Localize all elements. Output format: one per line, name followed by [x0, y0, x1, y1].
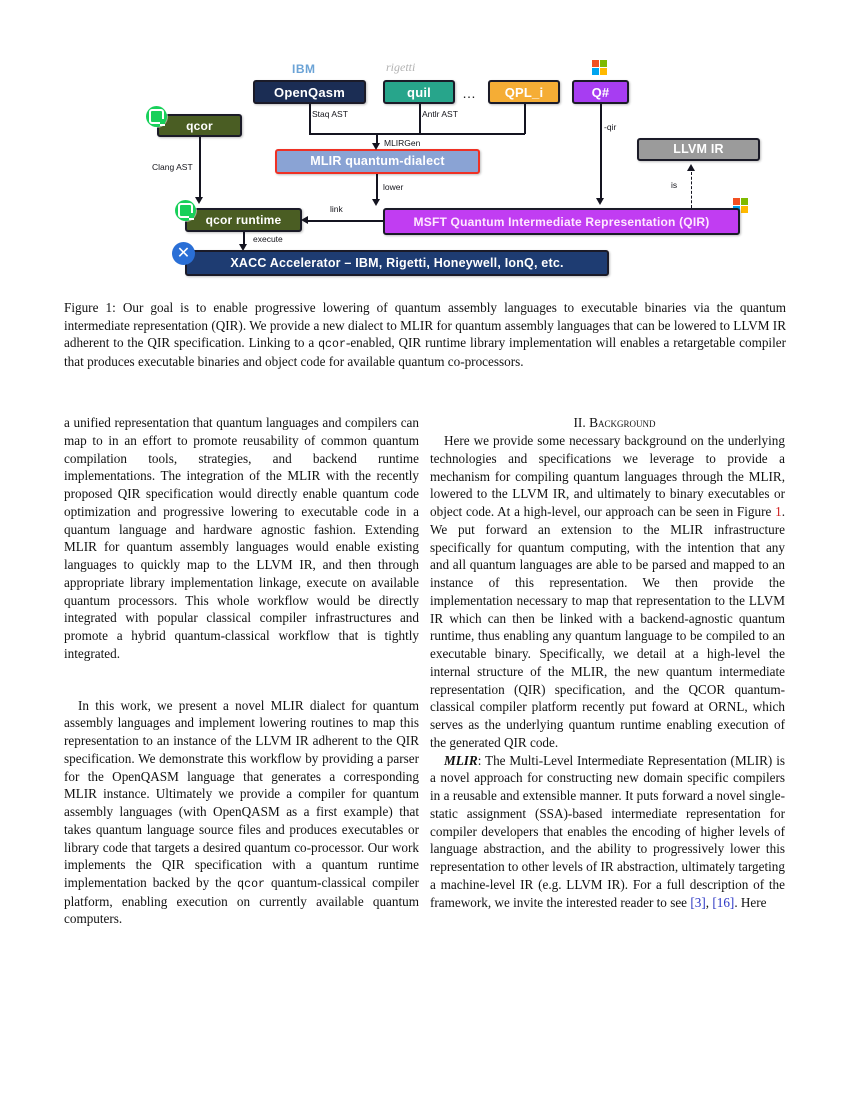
edge-qir-link — [306, 220, 384, 222]
label-antlr-ast: Antlr AST — [422, 109, 458, 119]
arrowhead-execute — [239, 244, 247, 251]
left-p2-part2: quantum-classical compiler platform, enabling execution on currently available quantum computers. — [64, 875, 419, 927]
node-mlir-quantum-dialect[interactable]: MLIR quantum-dialect — [275, 149, 480, 174]
caption-part2: -enabled, QIR runtime library implementation will enables a retargetable compiler that produces executable binaries and object code for available quantum co-processors. — [64, 335, 787, 369]
caption-mono-qcor: qcor — [318, 338, 346, 352]
edge-qir-llvm-dashed — [691, 172, 692, 208]
qcor-badge-icon — [146, 106, 167, 127]
arrowhead-is — [687, 164, 695, 171]
left-paragraph-1: a unified representation that quantum languages and compilers can map to in an effort to promote reusability of common quantum compilation tools, strategies, and backend runtime implementations. The integration of the MLIR with the recently proposed QIR specification would directly enable quantum code optimization and progressive lowering to executable code in a quantum language and hardware agnostic fashion. Extending MLIR for quantum assembly languages would enable existing languages to quickly map to the LLVM IR, and then through appropriate library implementation linkage, execute on available quantum processors. This whole workflow would be directly integrated with popular classical compiler infrastructures and promote a hybrid quantum-classical workflow that is tightly integrated. — [64, 415, 419, 661]
node-q-sharp[interactable]: Q# — [572, 80, 629, 104]
node-qcor-runtime[interactable]: qcor runtime — [185, 208, 302, 232]
qcor-runtime-badge-icon — [175, 200, 196, 221]
body-column-left — [64, 414, 419, 928]
microsoft-logo-top — [592, 60, 607, 75]
mlir-term-lead: MLIR — [444, 752, 478, 768]
arrowhead-lower — [372, 199, 380, 206]
right-p2-part2: . Here — [734, 894, 767, 910]
edge-mlir-lower — [376, 174, 378, 200]
left-p2-mono-qcor: qcor — [237, 878, 266, 891]
body-column-right — [430, 414, 785, 911]
arrowhead-qsharp-qir — [596, 198, 604, 205]
node-xacc-accelerator[interactable]: XACC Accelerator – IBM, Rigetti, Honeywell, IonQ, etc. — [185, 250, 609, 276]
figure-caption — [64, 299, 786, 370]
edge-quil-bus — [419, 104, 421, 134]
right-paragraph-2 — [430, 752, 785, 912]
label-is: is — [671, 180, 678, 190]
edge-qsharp-qir — [600, 104, 602, 199]
label-staq-ast: Staq AST — [312, 109, 348, 119]
paragraph-gap — [64, 663, 419, 697]
section-heading-background: II. Background — [573, 415, 656, 430]
citation-3-link[interactable]: [3] — [690, 894, 706, 910]
edge-qpli-bus — [524, 104, 526, 134]
arrowhead-link — [301, 216, 308, 224]
label-mlirgen: MLIRGen — [384, 138, 421, 148]
xacc-badge-icon: ✕ — [172, 242, 195, 265]
right-p1-part2: . We put forward an extension to the MLIR infrastructure specifically for quantum computing, with the intention that any and all quantum languages are able to be parsed and mapped to an instance of this representation. We then provide the implementation necessary to map that representation to the LLVM IR which can then be linked with a backend-agnostic quantum runtime, thus enabling any quantum language to be compiled to an executable binary. Specifically, we detail at a high-level the internal structure of the MLIR, the new quantum intermediate representation (QIR) specification, and the QCOR quantum-classical compiler platform recently put foward at ORNL, which serves as the underlying quantum runtime enabling execution of the generated QIR code. — [430, 504, 785, 750]
rigetti-logo: rigetti — [386, 60, 416, 74]
workflow-diagram — [140, 52, 760, 282]
edge-openqasm-bus — [309, 104, 311, 134]
node-qcor[interactable]: qcor — [157, 114, 242, 137]
figure-1 — [64, 52, 786, 292]
label-execute: execute — [253, 234, 283, 244]
ellipsis-label: … — [462, 85, 477, 101]
right-p1-part1: Here we provide some necessary background on the underlying technologies and specifications we leverage to provide a mechanism for compiling quantum languages through the MLIR, lowered to the LLVM IR, and ultimately to binary executables or object code. At a high-level, our approach can be seen in Figure — [430, 433, 785, 520]
edge-qcor-runtime — [199, 137, 201, 199]
label-lower: lower — [383, 182, 404, 192]
right-p2-part1: : The Multi-Level Intermediate Representation (MLIR) is a novel approach for constructing new domain specific compilers in a reusable and extensible manner. It puts forward a novel single-static assignment (SSA)-based intermediate representation for compiler developers that enables the encoding of higher levels of language abstraction, and the ability to progressively lower this representation to other levels of IR abstraction, ultimately targeting a machine-level IR (e.g. LLVM IR). For a full description of the framework, we invite the interested reader to see — [430, 752, 785, 910]
arrowhead-clang-ast — [195, 197, 203, 204]
left-p2-part1: In this work, we present a novel MLIR dialect for quantum assembly languages and implement lowering routines to map this representation to an instance of the LLVM IR adherent to the QIR specification. We demonstrate this workflow by providing a parser for the OpenQASM language that generates a corresponding MLIR instance. Ultimately we provide a compiler for quantum assembly languages (with OpenQASM as a first example) that takes quantum language source files and produces executables or library code that targets a desired quantum co-processor. Our work implements the QIR specification with a quantum runtime implementation backed by the — [64, 697, 419, 890]
edge-language-bus — [309, 133, 525, 135]
node-llvm-ir[interactable]: LLVM IR — [637, 138, 760, 161]
caption-part1: Figure 1: Our goal is to enable progressive lowering of quantum assembly languages to executable binaries via the quantum intermediate representation (QIR). We provide a new dialect to MLIR for quantum assembly languages that can be lowered to LLVM IR adherent to the QIR specification. Linking to a — [64, 300, 786, 351]
figure-reference-link[interactable]: 1 — [775, 504, 782, 520]
right-p2-mid: , — [705, 894, 713, 910]
label-link: link — [330, 204, 343, 214]
label-clang-ast: Clang AST — [152, 162, 193, 172]
node-quil[interactable]: quil — [383, 80, 455, 104]
label-qir-flag: -qir — [604, 122, 617, 132]
node-openqasm[interactable]: OpenQasm — [253, 80, 366, 104]
arrowhead-mlirgen — [372, 143, 380, 150]
right-paragraph-1 — [430, 432, 785, 752]
node-qir[interactable]: MSFT Quantum Intermediate Representation (QIR) — [383, 208, 740, 235]
ibm-logo: IBM — [292, 62, 316, 76]
node-qpl-i[interactable]: QPL_i — [488, 80, 560, 104]
left-paragraph-2 — [64, 697, 419, 929]
citation-16-link[interactable]: [16] — [712, 894, 735, 910]
